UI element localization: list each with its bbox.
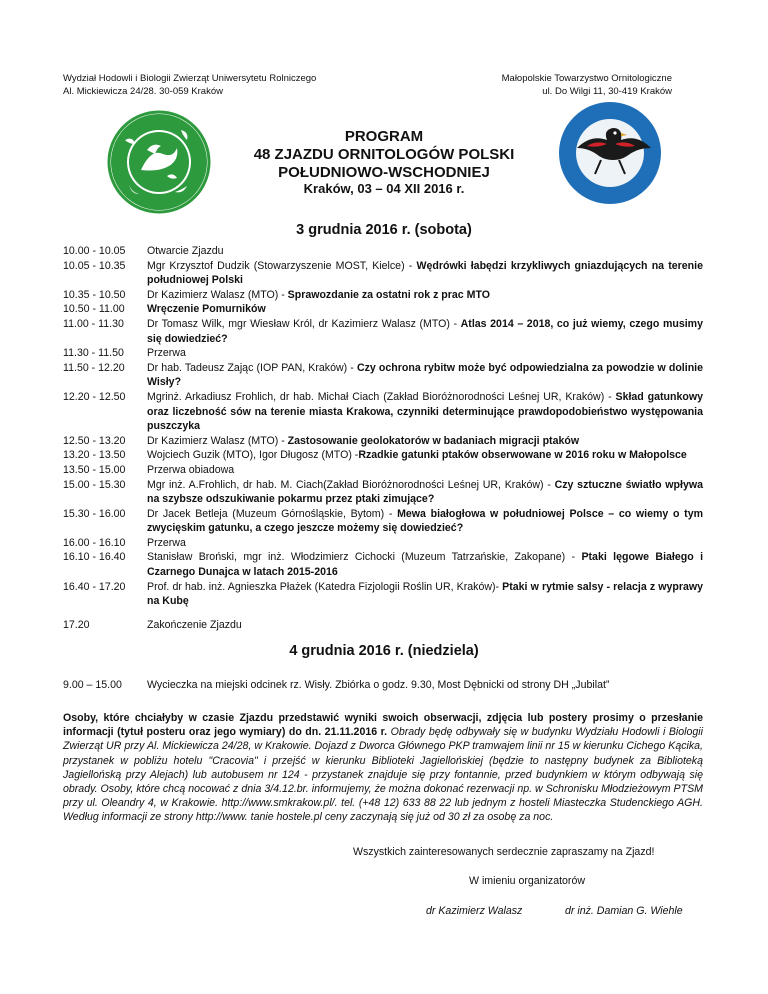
talk-title: Czy sztuczne światło wpływa na szybsze odszukiwanie pokarmu przez ptaki zimujące? [147,478,703,506]
day1-heading: 3 grudnia 2016 r. (sobota) [296,222,472,238]
schedule-row [63,390,703,434]
speaker-text: Przerwa obiadowa [147,463,235,476]
schedule-desc [147,463,703,478]
schedule-row [63,507,703,536]
schedule-desc [147,580,703,609]
schedule-time: 11.00 - 11.30 [63,317,124,330]
schedule-desc [147,618,703,633]
faculty-address [63,72,316,98]
talk-title: Wędrówki łabędzi krzykliwych gniazdujących na terenie południowej Polski [147,259,703,287]
excursion-time: 9.00 – 15.00 [63,679,122,691]
speaker-text: Mgr Krzysztof Dudzik (Stowarzyszenie MOST, Kielce) - [147,259,417,272]
society-street: ul. Do Wilgi 11, 30-419 Kraków [542,86,672,97]
excursion-text: Wycieczka na miejski odcinek rz. Wisły. Zbiórka o godz. 9.30, Most Dębnicki od strony DH „Jubilat” [147,679,610,691]
schedule-row [63,463,703,478]
day1-schedule [63,244,703,632]
info-details: Obrady będę odbywały się w budynku Wydziału Hodowli i Biologii Zwierząt UR przy Al. Mickiewicza 24/28, w Krakowie. Dojazd z Dworca Głównego PKP tramwajem linii nr 15 w kierunku Cichego Kącika, przystanek w pobliżu hotelu "Cracovia" i przejść w kierunku Biblioteki Jagiellońskiej (będzie to następny budynek za Biblioteką Jagiellońską przy Alejach) lub autobusem nr 124 - przystanek znajduje się przy fontannie, przed budynkiem w którym odbywają się obrady. Osoby, które chcą nocować z dnia 3/4.12.br. informujemy, że można dokonać rezerwacji np. w Schronisku Młodzieżowym PTSM przy ul. Oleandry 4, w Krakowie. http://www.smkrakow.pl/. tel. (+48 12) 633 88 22 lub jednym z hosteli Miasteczka Studenckiego AGH. Według informacji ze strony http://www. tanie hostele.pl ceny zaczynają się już od 30 zł za osobę za noc. [63,726,703,824]
speaker-text: Prof. dr hab. inż. Agnieszka Płażek (Katedra Fizjologii Roślin UR, Kraków)- [147,580,503,593]
talk-title: Sprawozdanie za ostatni rok z prac MTO [287,288,490,301]
schedule-time: 17.20 [63,618,90,631]
talk-title: Czy ochrona rybitw może być odpowiedzialna za powodzie w dolinie Wisły? [147,361,704,389]
info-lead: Osoby, które chciałyby w czasie Zjazdu przedstawić wyniki swoich obserwacji, zdjęcia lub postery prosimy o przesłanie informacji (tytuł posteru oraz jego wymiary) do dn. 21.11.2016 r. [63,712,703,739]
talk-title: Wręczenie Pomurników [147,303,266,316]
speaker-text: Przerwa [147,347,186,360]
signer-2: dr inż. Damian G. Wiehle [565,905,683,917]
schedule-row [63,434,703,449]
schedule-time: 16.40 - 17.20 [63,580,126,593]
schedule-time: 10.35 - 10.50 [63,288,126,301]
schedule-row [63,317,703,346]
schedule-row [63,448,703,463]
talk-title: Skład gatunkowy oraz liczebność sów na terenie miasta Krakowa, czynniki determinujące prawdopodobieństwo występowania puszczyka [147,390,703,433]
schedule-desc [147,361,703,390]
schedule-time: 16.00 - 16.10 [63,536,126,549]
speaker-text: Wojciech Guzik (MTO), Igor Długosz (MTO) - [147,449,359,462]
schedule-desc [147,390,703,434]
signer-1: dr Kazimierz Walasz [426,905,523,917]
program-title: PROGRAM [344,128,424,145]
schedule-row [63,618,703,633]
schedule-desc [147,434,703,449]
talk-title: Zastosowanie geolokatorów w badaniach migracji ptaków [287,434,580,447]
schedule-row [63,580,703,609]
schedule-time: 15.00 - 15.30 [63,478,126,491]
schedule-time: 13.50 - 15.00 [63,463,126,476]
schedule-time: 12.20 - 12.50 [63,390,126,403]
speaker-text: Dr Kazimierz Walasz (MTO) - [147,288,288,301]
speaker-text: Stanisław Broński, mgr inż. Włodzimierz Cichocki (Muzeum Tatrzańskie, Zakopane) - [147,551,582,564]
day2-heading: 4 grudnia 2016 r. (niedziela) [289,643,479,659]
speaker-text: Zakończenie Zjazdu [147,618,242,631]
schedule-time: 11.30 - 11.50 [63,347,124,360]
on-behalf-line: W imieniu organizatorów [469,875,585,887]
talk-title: Mewa białogłowa w południowej Polsce – co wiemy o tym zwycięskim gatunku, a czego jeszcze możemy się dowiedzieć? [147,507,704,535]
schedule-desc [147,244,703,259]
schedule-time: 16.10 - 16.40 [63,551,126,564]
invitation-line: Wszystkich zainteresowanych serdecznie zapraszamy na Zjazd! [353,846,655,858]
faculty-street: Al. Mickiewicza 24/28. 30-059 Kraków [63,86,223,97]
speaker-text: Dr Jacek Betleja (Muzeum Górnośląskie, Bytom) - [147,507,398,520]
talk-title: Atlas 2014 – 2018, co już wiemy, czego musimy się dowiedzieć? [147,317,703,345]
speaker-text: Dr Kazimierz Walasz (MTO) - [147,434,288,447]
schedule-row [63,478,703,507]
info-paragraph [63,711,703,825]
schedule-desc [147,536,703,551]
schedule-desc [147,259,703,288]
congress-region: POŁUDNIOWO-WSCHODNIEJ [278,164,490,181]
schedule-row [63,288,703,303]
schedule-time: 13.20 - 13.50 [63,449,126,462]
congress-title: 48 ZJAZDU ORNITOLOGÓW POLSKI [253,146,515,163]
society-address [502,72,672,98]
schedule-desc [147,550,703,579]
talk-title: Ptaki lęgowe Białego i Czarnego Dunajca w latach 2015-2016 [147,551,704,579]
schedule-row [63,259,703,288]
schedule-desc [147,302,703,317]
speaker-text: Dr hab. Tadeusz Zając (IOP PAN, Kraków) - [147,361,357,374]
speaker-text: Przerwa [147,536,186,549]
schedule-desc [147,317,703,346]
speaker-text: Otwarcie Zjazdu [147,245,224,257]
speaker-text: Dr Tomasz Wilk, mgr Wiesław Król, dr Kazimierz Walasz (MTO) - [147,317,461,330]
society-name: Małopolskie Towarzystwo Ornitologiczne [501,73,672,84]
schedule-row [63,550,703,579]
day2-excursion [63,679,703,691]
schedule-desc [147,478,703,507]
schedule-time: 11.50 - 12.20 [63,361,125,374]
schedule-row [63,536,703,551]
speaker-text: Mgrinż. Arkadiusz Frohlich, dr hab. Michał Ciach (Zakład Bioróżnorodności Leśnej UR, Kraków) - [147,390,616,403]
congress-place-date: Kraków, 03 – 04 XII 2016 r. [303,181,465,196]
schedule-row [63,346,703,361]
schedule-time: 15.30 - 16.00 [63,507,126,520]
talk-title: Ptaki w rytmie salsy - relacja z wyprawy na Kubę [147,580,703,608]
schedule-row [63,361,703,390]
schedule-time: 10.05 - 10.35 [63,259,126,272]
schedule-desc [147,507,703,536]
schedule-desc [147,448,703,463]
talk-title: Rzadkie gatunki ptaków obserwowane w 2016 roku w Małopolsce [358,449,687,462]
schedule-row [63,302,703,317]
schedule-desc [147,288,703,303]
schedule-time: 12.50 - 13.20 [63,434,126,447]
faculty-name: Wydział Hodowli i Biologii Zwierząt Uniwersytetu Rolniczego [63,73,317,84]
schedule-desc [147,346,703,361]
speaker-text: Mgr inż. A.Frohlich, dr hab. M. Ciach(Zakład Bioróżnorodności Leśnej UR, Kraków) - [147,478,555,491]
schedule-time: 10.50 - 11.00 [63,303,125,316]
schedule-time: 10.00 - 10.05 [63,245,126,257]
schedule-row [63,244,703,259]
